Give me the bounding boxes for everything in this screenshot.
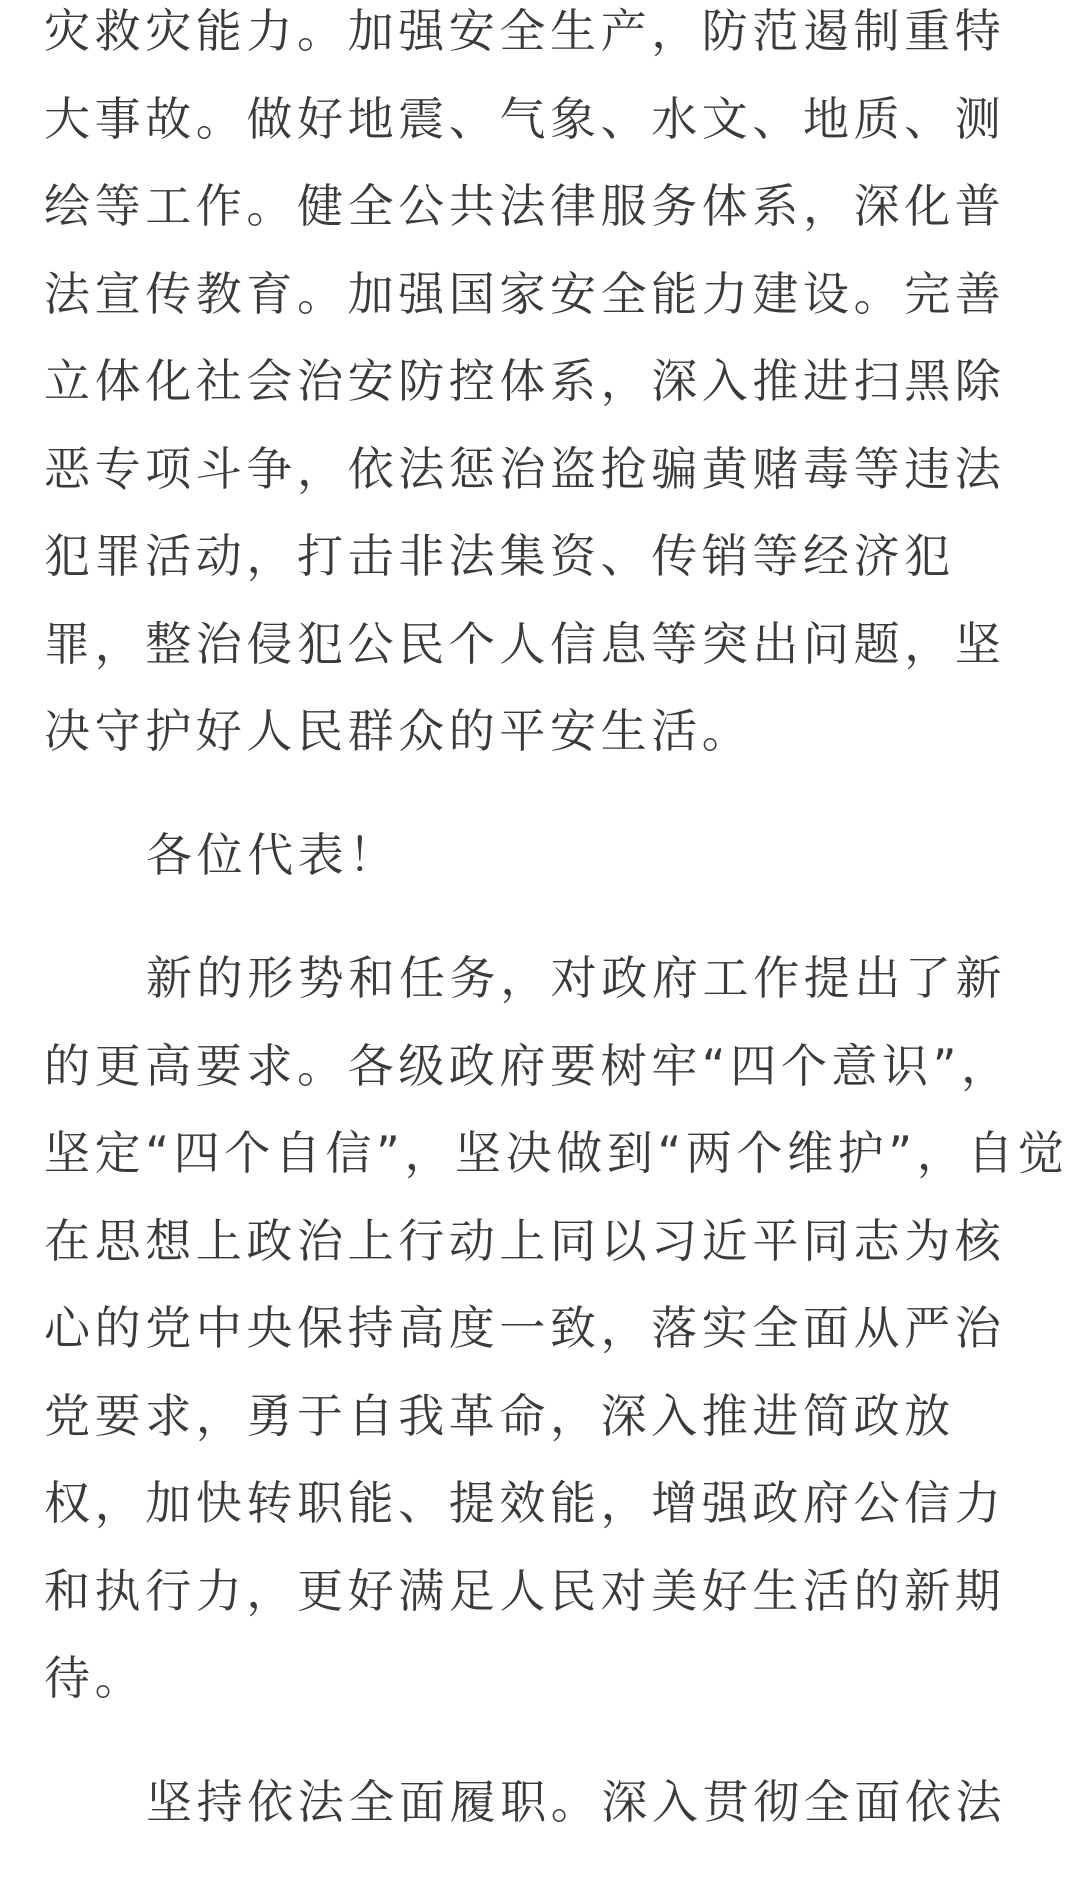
text-line: 恶专项斗争，依法惩治盗抢骗黄赌毒等违法 (44, 441, 1006, 496)
salutation-line: 各位代表！ (146, 827, 399, 882)
text-line: 新的形势和任务，对政府工作提出了新 (146, 951, 1007, 1005)
text-line: 的更高要求。各级政府要树牢“四个意识”， (44, 1038, 1012, 1093)
text-line: 坚定“四个自信”，坚决做到“两个维护”，自觉 (44, 1126, 1069, 1180)
text-line: 党要求，勇于自我革命，深入推进简政放 (44, 1388, 955, 1443)
text-line: 坚持依法全面履职。深入贯彻全面依法 (146, 1774, 1007, 1829)
paragraph-government-requirements (44, 935, 1069, 1723)
article-body (44, 0, 1069, 1846)
paragraph-salutation (44, 812, 1044, 900)
text-line: 决守护好人民群众的平安生活。 (44, 704, 753, 758)
text-line: 犯罪活动，打击非法集资、传销等经济犯 (44, 529, 955, 583)
text-line: 灾救灾能力。加强安全生产，防范遏制重特 (44, 4, 1006, 58)
text-line: 待。 (44, 1651, 146, 1705)
text-line: 心的党中央保持高度一致，落实全面从严治 (44, 1301, 1006, 1355)
text-line: 法宣传教育。加强国家安全能力建设。完善 (44, 266, 1006, 321)
text-line: 和执行力，更好满足人民对美好生活的新期 (44, 1563, 1006, 1618)
paragraph-spacer (44, 899, 1044, 935)
text-line: 绘等工作。健全公共法律服务体系，深化普 (44, 179, 1006, 233)
paragraph-spacer (44, 1723, 1044, 1759)
text-line: 罪，整治侵犯公民个人信息等突出问题，坚 (44, 616, 1006, 671)
text-line: 立体化社会治安防控体系，深入推进扫黑除 (44, 354, 1006, 408)
paragraph-public-safety (44, 0, 1044, 776)
text-line: 在思想上政治上行动上同以习近平同志为核 (44, 1213, 1006, 1268)
paragraph-spacer (44, 776, 1044, 812)
text-line: 大事故。做好地震、气象、水文、地质、测 (44, 91, 1006, 146)
paragraph-rule-of-law (44, 1759, 1044, 1847)
text-line: 权，加快转职能、提效能，增强政府公信力 (44, 1476, 1006, 1530)
